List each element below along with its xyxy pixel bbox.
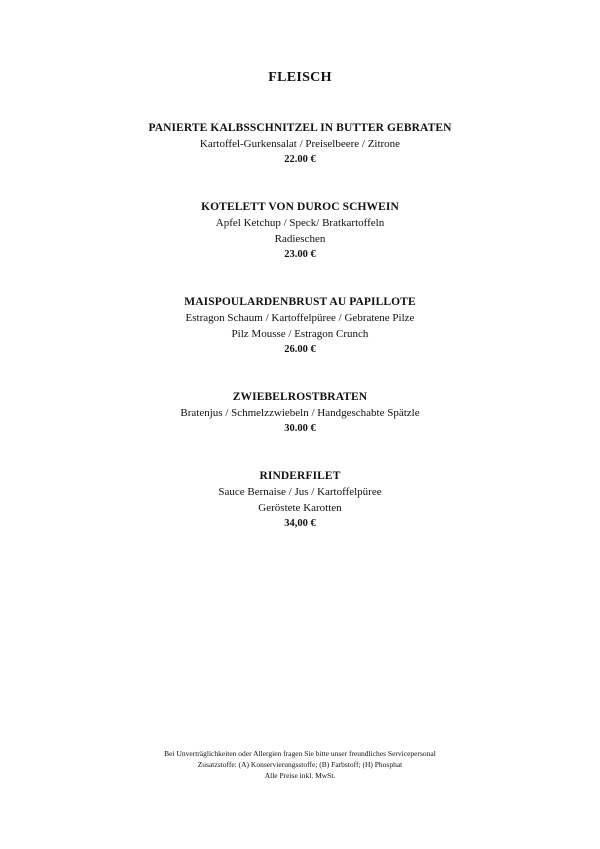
dish-price: 30.00 € bbox=[284, 423, 316, 434]
section-title: FLEISCH bbox=[268, 70, 332, 85]
additives-note: Zusatzstoffe: (A) Konservierungsstoffe; (B) Farbstoff; (H) Phosphat bbox=[197, 760, 403, 769]
dish-name: RINDERFILET bbox=[259, 470, 341, 482]
dish-name: ZWIEBELROSTBRATEN bbox=[232, 391, 368, 403]
dish-description: Radieschen bbox=[274, 233, 326, 245]
dish-description: Geröstete Karotten bbox=[258, 502, 342, 514]
dish-price: 22.00 € bbox=[284, 154, 316, 165]
allergy-note: Bei Unverträglichkeiten oder Allergien fragen Sie bitte unser freundliches Servicepersonal bbox=[164, 749, 436, 758]
footer-notes bbox=[0, 748, 600, 781]
dish-price: 23.00 € bbox=[284, 249, 316, 260]
dish-description: Apfel Ketchup / Speck/ Bratkartoffeln bbox=[215, 217, 385, 229]
dish-item bbox=[0, 120, 600, 168]
dish-name: KOTELETT VON DUROC SCHWEIN bbox=[201, 201, 399, 213]
dish-description: Kartoffel-Gurkensalat / Preiselbeere / Zitrone bbox=[199, 138, 401, 150]
dish-price: 34,00 € bbox=[284, 518, 316, 529]
vat-note: Alle Preise inkl. MwSt. bbox=[264, 771, 336, 780]
dish-description: Pilz Mousse / Estragon Crunch bbox=[231, 328, 369, 340]
dish-price: 26.00 € bbox=[284, 344, 316, 355]
dish-description: Estragon Schaum / Kartoffelpüree / Gebratene Pilze bbox=[185, 312, 415, 324]
dish-description: Sauce Bernaise / Jus / Kartoffelpüree bbox=[218, 486, 382, 498]
dish-name: PANIERTE KALBSSCHNITZEL IN BUTTER GEBRATEN bbox=[148, 122, 452, 134]
dish-item bbox=[0, 468, 600, 532]
dish-description: Bratenjus / Schmelzzwiebeln / Handgeschabte Spätzle bbox=[180, 407, 420, 419]
dish-item bbox=[0, 294, 600, 358]
dish-item bbox=[0, 389, 600, 437]
dish-name: MAISPOULARDENBRUST AU PAPILLOTE bbox=[184, 296, 416, 308]
dish-item bbox=[0, 199, 600, 263]
